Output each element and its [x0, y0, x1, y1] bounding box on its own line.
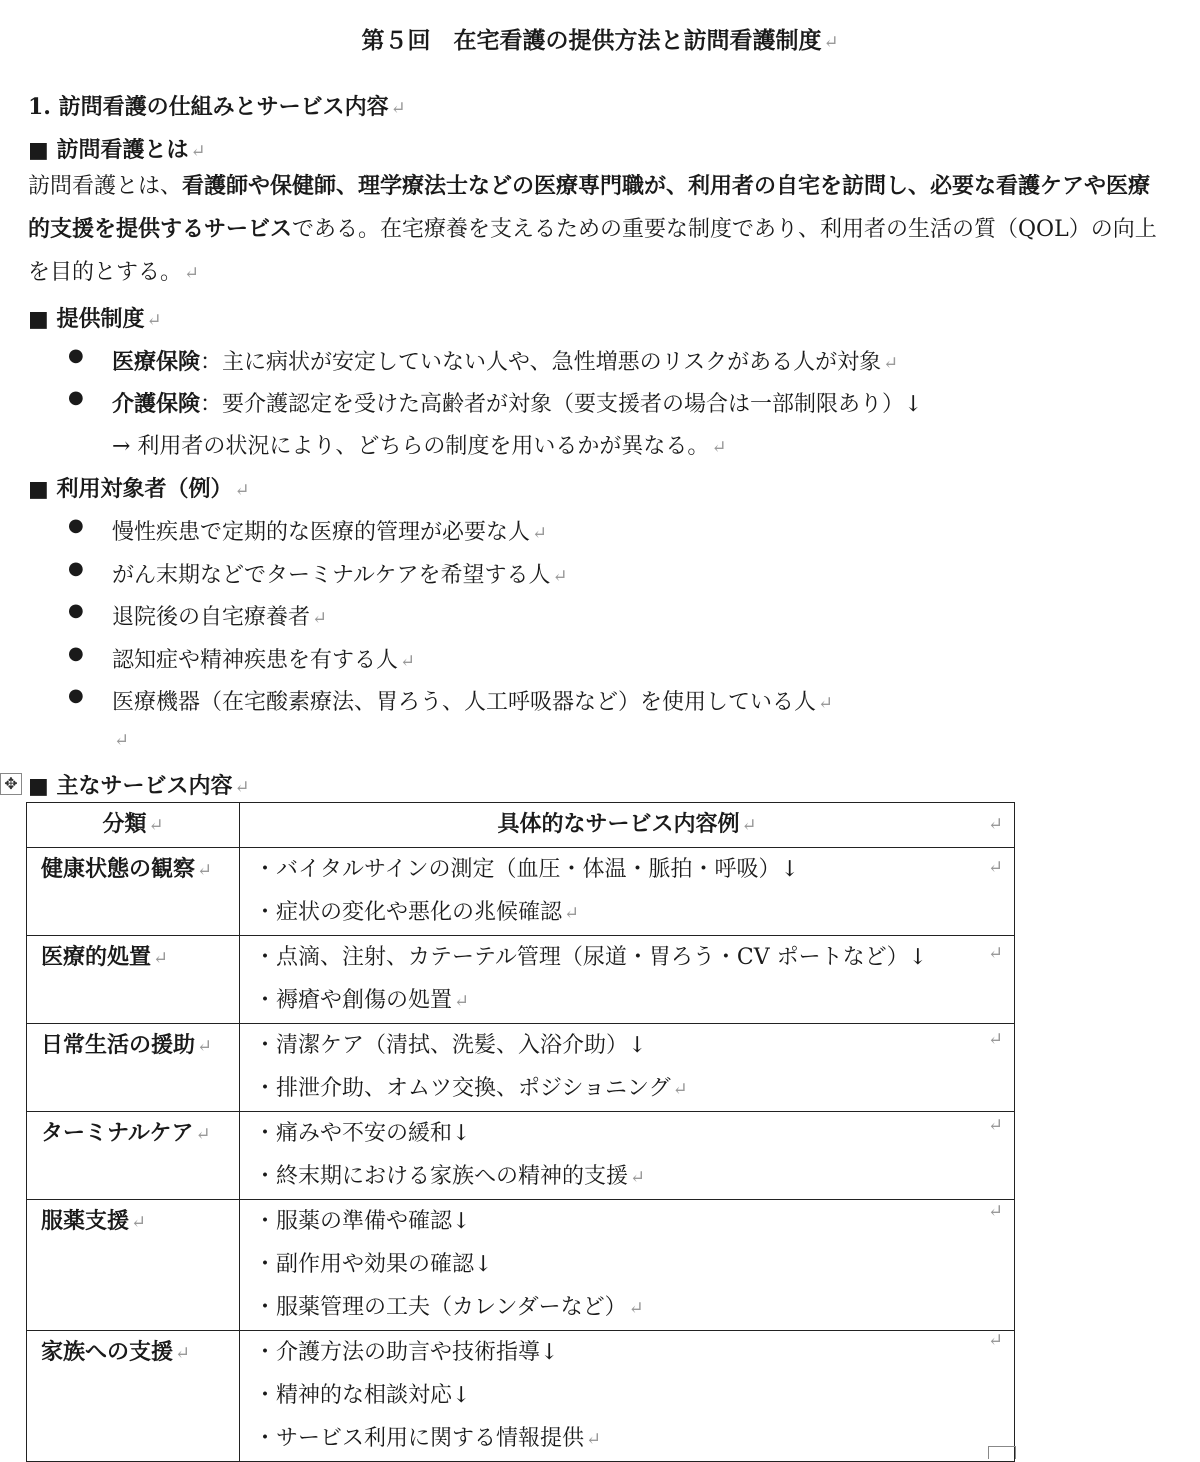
- page-title: 第５回 在宅看護の提供方法と訪問看護制度 ↵: [361, 27, 839, 54]
- table-row: [27, 1024, 1015, 1112]
- row-items: ・点滴、注射、カテーテル管理（尿道・胃ろう・CV ポートなど）↓ ・褥瘡や創傷の処置 ↵: [240, 936, 1015, 1024]
- table-row: [27, 1331, 1015, 1462]
- bullet-icon: ●: [68, 515, 84, 536]
- heading-services: ■ 主なサービス内容 ↵: [28, 773, 250, 799]
- empty-paragraph: ↵: [114, 730, 130, 751]
- system-note: → 利用者の状況により、どちらの制度を用いるかが異なる。 ↵: [112, 434, 727, 459]
- intro-paragraph: 訪問看護とは、看護師や保健師、理学療法士などの医療専門職が、利用者の自宅を訪問し、必要な看護ケアや医療的支援を提供するサービスである。在宅療養を支えるための重要な制度であり、利用者の生活の質（QOL）の向上を目的とする。 ↵: [28, 173, 1157, 285]
- row-category: 健康状態の観察 ↵: [27, 848, 240, 936]
- heading-about: ■ 訪問看護とは ↵: [28, 137, 206, 163]
- bullet-icon: ●: [68, 685, 84, 706]
- bullet-icon: ●: [68, 643, 84, 664]
- services-table: [26, 802, 1015, 1462]
- row-end-mark: ↵: [988, 1029, 1004, 1050]
- row-end-mark: ↵: [988, 1201, 1004, 1222]
- row-end-mark: ↵: [988, 1330, 1004, 1351]
- row-items: ・清潔ケア（清拭、洗髪、入浴介助）↓ ・排泄介助、オムツ交換、ポジショニング ↵: [240, 1024, 1015, 1112]
- row-category: 医療的処置 ↵: [27, 936, 240, 1024]
- row-end-mark: ↵: [988, 814, 1004, 835]
- table-move-icon[interactable]: ✥: [0, 773, 22, 795]
- table-row: [27, 1200, 1015, 1331]
- row-category: 日常生活の援助 ↵: [27, 1024, 240, 1112]
- header-category: 分類 ↵: [27, 803, 240, 848]
- heading-system: ■ 提供制度 ↵: [28, 306, 162, 332]
- table-row: [27, 848, 1015, 936]
- section-heading-1: 1. 訪問看護の仕組みとサービス内容 ↵: [28, 94, 406, 120]
- row-end-mark: ↵: [988, 857, 1004, 878]
- row-category: ターミナルケア ↵: [27, 1112, 240, 1200]
- header-services: 具体的なサービス内容例 ↵: [240, 803, 1015, 848]
- row-category: 家族への支援 ↵: [27, 1331, 240, 1462]
- bullet-icon: ●: [68, 345, 84, 366]
- row-end-mark: ↵: [988, 943, 1004, 964]
- bullet-icon: ●: [68, 387, 84, 408]
- row-items: ・服薬の準備や確認↓ ・副作用や効果の確認↓ ・服薬管理の工夫（カレンダーなど） ↵: [240, 1200, 1015, 1331]
- table-row: [27, 936, 1015, 1024]
- row-end-mark: ↵: [988, 1115, 1004, 1136]
- heading-targets: ■ 利用対象者（例） ↵: [28, 476, 250, 502]
- row-items: ・介護方法の助言や技術指導↓ ・精神的な相談対応↓ ・サービス利用に関する情報提供 ↵: [240, 1331, 1015, 1462]
- table-row: [27, 1112, 1015, 1200]
- table-header-row: [27, 803, 1015, 848]
- bullet-icon: ●: [68, 558, 84, 579]
- row-category: 服薬支援 ↵: [27, 1200, 240, 1331]
- table-resize-handle[interactable]: [988, 1446, 1016, 1459]
- row-items: ・痛みや不安の緩和↓ ・終末期における家族への精神的支援 ↵: [240, 1112, 1015, 1200]
- bullet-icon: ●: [68, 600, 84, 621]
- row-items: ・バイタルサインの測定（血圧・体温・脈拍・呼吸）↓ ・症状の変化や悪化の兆候確認 ↵: [240, 848, 1015, 936]
